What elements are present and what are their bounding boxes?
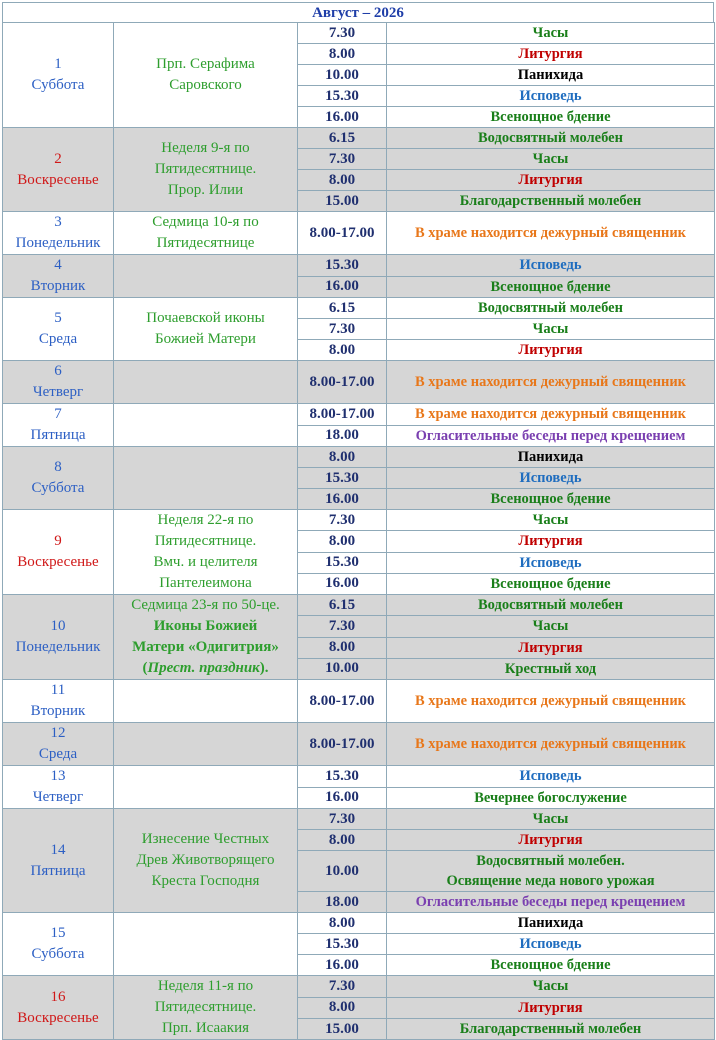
service-cell bbox=[387, 44, 715, 65]
time-cell: 8.00 bbox=[298, 531, 387, 552]
service-cell bbox=[387, 319, 715, 340]
day-number: 7 bbox=[54, 406, 62, 422]
service-name: Литургия bbox=[518, 46, 583, 62]
service-name: Водосвятный молебен bbox=[478, 597, 623, 614]
time-cell: 8.00 bbox=[298, 340, 387, 361]
weekday-name: Понедельник bbox=[15, 639, 101, 655]
feast-cell bbox=[114, 766, 298, 809]
feast-line: Вмч. и целителя bbox=[153, 554, 258, 570]
feast-line: Неделя 22-я по bbox=[157, 512, 254, 528]
service-name: Часы bbox=[532, 321, 569, 337]
day-number: 9 bbox=[54, 533, 62, 549]
feast-line: Пятидесятнице bbox=[156, 235, 255, 251]
day-cell bbox=[3, 510, 114, 595]
time-cell: 15.30 bbox=[298, 552, 387, 573]
service-cell bbox=[387, 531, 715, 552]
schedule-row bbox=[3, 976, 715, 997]
time-cell: 8.00 bbox=[298, 170, 387, 191]
schedule-row bbox=[3, 447, 715, 468]
service-name: Водосвятный молебен bbox=[478, 130, 623, 146]
service-cell bbox=[387, 851, 715, 892]
service-cell bbox=[387, 892, 715, 913]
service-name: Благодарственный молебен bbox=[459, 193, 642, 209]
day-number: 11 bbox=[50, 682, 66, 698]
time-cell: 18.00 bbox=[298, 425, 387, 447]
weekday-name: Четверг bbox=[32, 789, 84, 805]
service-cell bbox=[387, 170, 715, 191]
day-number: 13 bbox=[50, 768, 66, 784]
day-number: 14 bbox=[50, 841, 66, 858]
time-cell: 6.15 bbox=[298, 595, 387, 616]
time-cell: 7.30 bbox=[298, 510, 387, 531]
feast-cell bbox=[114, 913, 298, 976]
feast-patronal-note: Прест. праздник bbox=[147, 660, 260, 676]
time-cell: 15.30 bbox=[298, 934, 387, 955]
service-name: Часы bbox=[532, 618, 569, 635]
time-cell: 10.00 bbox=[298, 658, 387, 679]
service-cell bbox=[387, 65, 715, 86]
day-number: 12 bbox=[50, 725, 66, 741]
feast-line: Неделя 11-я по bbox=[157, 978, 254, 995]
service-name: Всенощное бдение bbox=[490, 491, 611, 507]
feast-cell bbox=[114, 510, 298, 595]
service-cell bbox=[387, 658, 715, 679]
weekday-name: Суббота bbox=[31, 946, 85, 963]
service-name: Часы bbox=[532, 25, 569, 41]
time-cell: 10.00 bbox=[298, 65, 387, 86]
feast-cell bbox=[114, 128, 298, 212]
feast-line: Изнесение Честных bbox=[141, 831, 270, 848]
service-name: Литургия bbox=[518, 639, 583, 656]
weekday-name: Понедельник bbox=[15, 235, 101, 251]
service-name: Исповедь bbox=[519, 936, 582, 953]
schedule-row bbox=[3, 298, 715, 319]
day-cell bbox=[3, 128, 114, 212]
weekday-name: Вторник bbox=[30, 278, 86, 294]
day-number: 1 bbox=[54, 56, 62, 72]
schedule-title: Август – 2026 bbox=[2, 2, 714, 22]
time-cell: 6.15 bbox=[298, 298, 387, 319]
service-cell bbox=[387, 955, 715, 976]
service-name: Часы bbox=[532, 512, 569, 529]
time-cell: 8.00-17.00 bbox=[298, 404, 387, 426]
service-cell bbox=[387, 680, 715, 723]
service-cell bbox=[387, 468, 715, 489]
time-cell: 15.30 bbox=[298, 86, 387, 107]
service-name: Литургия bbox=[518, 832, 583, 848]
service-name: В храме находится дежурный священник bbox=[414, 374, 687, 390]
time-cell: 7.30 bbox=[298, 976, 387, 997]
service-cell bbox=[387, 404, 715, 426]
feast-cell bbox=[114, 723, 298, 766]
feast-open-paren: ( bbox=[142, 660, 148, 676]
feast-cell bbox=[114, 809, 298, 913]
day-cell bbox=[3, 809, 114, 913]
time-cell: 15.30 bbox=[298, 766, 387, 788]
day-number: 10 bbox=[50, 618, 66, 634]
day-cell bbox=[3, 361, 114, 404]
feast-line: Пантелеимона bbox=[159, 575, 252, 591]
day-number: 2 bbox=[54, 150, 62, 167]
weekday-name: Пятница bbox=[30, 862, 86, 879]
time-cell: 8.00-17.00 bbox=[298, 361, 387, 404]
day-number: 16 bbox=[50, 988, 66, 1005]
service-name: Освящение меда нового урожая bbox=[446, 873, 655, 890]
weekday-name: Воскресенье bbox=[17, 554, 99, 570]
feast-cell bbox=[114, 212, 298, 255]
time-cell: 7.30 bbox=[298, 809, 387, 830]
time-cell: 16.00 bbox=[298, 787, 387, 809]
weekday-name: Четверг bbox=[32, 384, 84, 400]
schedule-row bbox=[3, 23, 715, 44]
service-name: Исповедь bbox=[519, 768, 582, 785]
day-number: 4 bbox=[54, 257, 62, 273]
feast-line: Пятидесятнице. bbox=[154, 161, 257, 177]
service-cell bbox=[387, 976, 715, 997]
time-cell: 7.30 bbox=[298, 319, 387, 340]
day-number: 15 bbox=[50, 925, 66, 942]
feast-line: Пятидесятнице. bbox=[154, 999, 257, 1016]
service-cell bbox=[387, 997, 715, 1018]
weekday-name: Вторник bbox=[30, 703, 86, 719]
feast-cell bbox=[114, 23, 298, 128]
time-cell: 8.00 bbox=[298, 913, 387, 934]
service-name: Водосвятный молебен bbox=[478, 300, 623, 316]
service-name: Панихида bbox=[517, 67, 584, 83]
day-cell bbox=[3, 766, 114, 809]
service-cell bbox=[387, 787, 715, 809]
service-cell bbox=[387, 830, 715, 851]
service-cell bbox=[387, 107, 715, 128]
time-cell: 16.00 bbox=[298, 489, 387, 510]
day-cell bbox=[3, 723, 114, 766]
feast-line: Божией Матери bbox=[155, 331, 256, 347]
day-cell bbox=[3, 404, 114, 447]
service-cell bbox=[387, 489, 715, 510]
feast-line: Пятидесятнице. bbox=[154, 533, 257, 549]
feast-line: Древ Животворящего bbox=[136, 852, 275, 869]
feast-close-paren: ). bbox=[259, 660, 269, 676]
service-cell bbox=[387, 361, 715, 404]
service-name: Литургия bbox=[518, 342, 583, 358]
service-name: В храме находится дежурный священник bbox=[414, 406, 687, 423]
feast-cell bbox=[114, 298, 298, 361]
schedule-row bbox=[3, 680, 715, 702]
feast-cell bbox=[114, 680, 298, 723]
service-cell bbox=[387, 616, 715, 637]
service-name: Литургия bbox=[518, 172, 583, 188]
service-cell bbox=[387, 552, 715, 573]
time-cell: 10.00 bbox=[298, 851, 387, 892]
feast-line: Седмица 10-я по bbox=[152, 214, 259, 230]
service-cell bbox=[387, 510, 715, 531]
service-name: Исповедь bbox=[519, 470, 582, 486]
feast-line: Креста Господня bbox=[151, 873, 260, 890]
time-cell: 8.00 bbox=[298, 637, 387, 658]
service-cell bbox=[387, 809, 715, 830]
service-name: Исповедь bbox=[519, 554, 582, 571]
service-name: Панихида bbox=[517, 915, 584, 932]
service-name: Крестный ход bbox=[504, 660, 597, 677]
service-name: Всенощное бдение bbox=[490, 575, 611, 592]
service-cell bbox=[387, 425, 715, 447]
service-cell bbox=[387, 128, 715, 149]
service-name: В храме находится дежурный священник bbox=[414, 693, 687, 709]
service-cell bbox=[387, 212, 715, 255]
service-name: Исповедь bbox=[519, 257, 582, 274]
service-cell bbox=[387, 637, 715, 658]
time-cell: 8.00-17.00 bbox=[298, 212, 387, 255]
service-cell bbox=[387, 934, 715, 955]
service-cell bbox=[387, 149, 715, 170]
service-cell bbox=[387, 255, 715, 277]
day-cell bbox=[3, 976, 114, 1040]
service-name: Часы bbox=[532, 978, 569, 995]
weekday-name: Суббота bbox=[31, 480, 85, 496]
day-cell bbox=[3, 298, 114, 361]
time-cell: 18.00 bbox=[298, 892, 387, 913]
day-cell bbox=[3, 23, 114, 128]
feast-line: Прп. Серафима bbox=[156, 56, 255, 72]
schedule-row bbox=[3, 255, 715, 277]
time-cell: 16.00 bbox=[298, 107, 387, 128]
feast-line: Седмица 23-я по 50-це. bbox=[131, 597, 280, 613]
service-name: Всенощное бдение bbox=[490, 109, 611, 125]
service-name: Часы bbox=[532, 151, 569, 167]
schedule-row bbox=[3, 404, 715, 426]
service-name: Огласительные беседы перед крещением bbox=[415, 427, 686, 444]
feast-cell bbox=[114, 255, 298, 298]
time-cell: 15.00 bbox=[298, 1018, 387, 1039]
service-name: В храме находится дежурный священник bbox=[414, 736, 687, 752]
service-name: Благодарственный молебен bbox=[459, 1021, 642, 1038]
time-cell: 8.00 bbox=[298, 44, 387, 65]
day-cell bbox=[3, 255, 114, 298]
time-cell: 8.00 bbox=[298, 997, 387, 1018]
service-cell bbox=[387, 298, 715, 319]
service-cell bbox=[387, 573, 715, 594]
day-number: 8 bbox=[54, 459, 62, 475]
schedule-row bbox=[3, 595, 715, 616]
time-cell: 7.30 bbox=[298, 149, 387, 170]
service-name: Часы bbox=[532, 811, 569, 827]
time-cell: 6.15 bbox=[298, 128, 387, 149]
feast-line: Саровского bbox=[169, 77, 242, 93]
schedule-row bbox=[3, 723, 715, 745]
day-cell bbox=[3, 447, 114, 510]
day-number: 3 bbox=[54, 214, 62, 230]
service-cell bbox=[387, 23, 715, 44]
service-name: Всенощное бдение bbox=[490, 957, 611, 974]
feast-cell bbox=[114, 404, 298, 447]
time-cell: 15.00 bbox=[298, 191, 387, 212]
service-cell bbox=[387, 913, 715, 934]
schedule-row bbox=[3, 809, 715, 830]
feast-cell bbox=[114, 595, 298, 680]
time-cell: 8.00 bbox=[298, 830, 387, 851]
weekday-name: Среда bbox=[38, 331, 78, 347]
service-name: Литургия bbox=[518, 533, 583, 550]
feast-line bbox=[114, 658, 297, 679]
service-cell bbox=[387, 191, 715, 212]
day-cell bbox=[3, 680, 114, 723]
time-cell: 7.30 bbox=[298, 23, 387, 44]
service-name: Водосвятный молебен. bbox=[476, 853, 625, 870]
feast-line: Матери «Одигитрия» bbox=[132, 639, 279, 655]
day-cell bbox=[3, 212, 114, 255]
time-cell: 15.30 bbox=[298, 468, 387, 489]
weekday-name: Суббота bbox=[31, 77, 85, 93]
service-cell bbox=[387, 86, 715, 107]
weekday-name: Воскресенье bbox=[17, 171, 99, 188]
time-cell: 8.00 bbox=[298, 447, 387, 468]
feast-cell bbox=[114, 447, 298, 510]
schedule-row bbox=[3, 128, 715, 149]
feast-line: Прп. Исаакия bbox=[161, 1020, 250, 1037]
feast-line: Неделя 9-я по bbox=[161, 140, 250, 156]
schedule-row bbox=[3, 913, 715, 934]
feast-line: Почаевской иконы bbox=[146, 310, 265, 326]
schedule-row bbox=[3, 510, 715, 531]
feast-cell bbox=[114, 976, 298, 1040]
service-cell bbox=[387, 766, 715, 788]
time-cell: 8.00-17.00 bbox=[298, 680, 387, 723]
time-cell: 16.00 bbox=[298, 955, 387, 976]
service-cell bbox=[387, 723, 715, 766]
service-cell bbox=[387, 276, 715, 298]
schedule-row bbox=[3, 361, 715, 383]
weekday-name: Воскресенье bbox=[17, 1009, 99, 1026]
schedule-row bbox=[3, 212, 715, 234]
feast-line: Прор. Илии bbox=[167, 182, 244, 198]
day-number: 5 bbox=[54, 310, 62, 326]
weekday-name: Среда bbox=[38, 746, 78, 762]
time-cell: 7.30 bbox=[298, 616, 387, 637]
day-cell bbox=[3, 913, 114, 976]
time-cell: 15.30 bbox=[298, 255, 387, 277]
schedule-row bbox=[3, 766, 715, 788]
schedule-body bbox=[3, 23, 715, 1040]
feast-cell bbox=[114, 361, 298, 404]
weekday-name: Пятница bbox=[30, 427, 86, 443]
service-cell bbox=[387, 447, 715, 468]
service-cell bbox=[387, 340, 715, 361]
service-name: Литургия bbox=[518, 999, 583, 1016]
service-cell bbox=[387, 595, 715, 616]
service-name: Вечернее богослужение bbox=[474, 789, 627, 806]
service-name: Огласительные беседы перед крещением bbox=[415, 894, 686, 911]
feast-line: Иконы Божией bbox=[153, 618, 258, 634]
time-cell: 16.00 bbox=[298, 276, 387, 298]
day-number: 6 bbox=[54, 363, 62, 379]
time-cell: 16.00 bbox=[298, 573, 387, 594]
day-cell bbox=[3, 595, 114, 680]
service-name: В храме находится дежурный священник bbox=[414, 225, 687, 241]
schedule-table bbox=[2, 22, 715, 1040]
time-cell: 8.00-17.00 bbox=[298, 723, 387, 766]
schedule-sheet bbox=[2, 2, 714, 1040]
service-cell bbox=[387, 1018, 715, 1039]
service-name: Всенощное бдение bbox=[490, 278, 611, 295]
service-name: Исповедь bbox=[519, 88, 582, 104]
service-name: Панихида bbox=[517, 449, 584, 465]
